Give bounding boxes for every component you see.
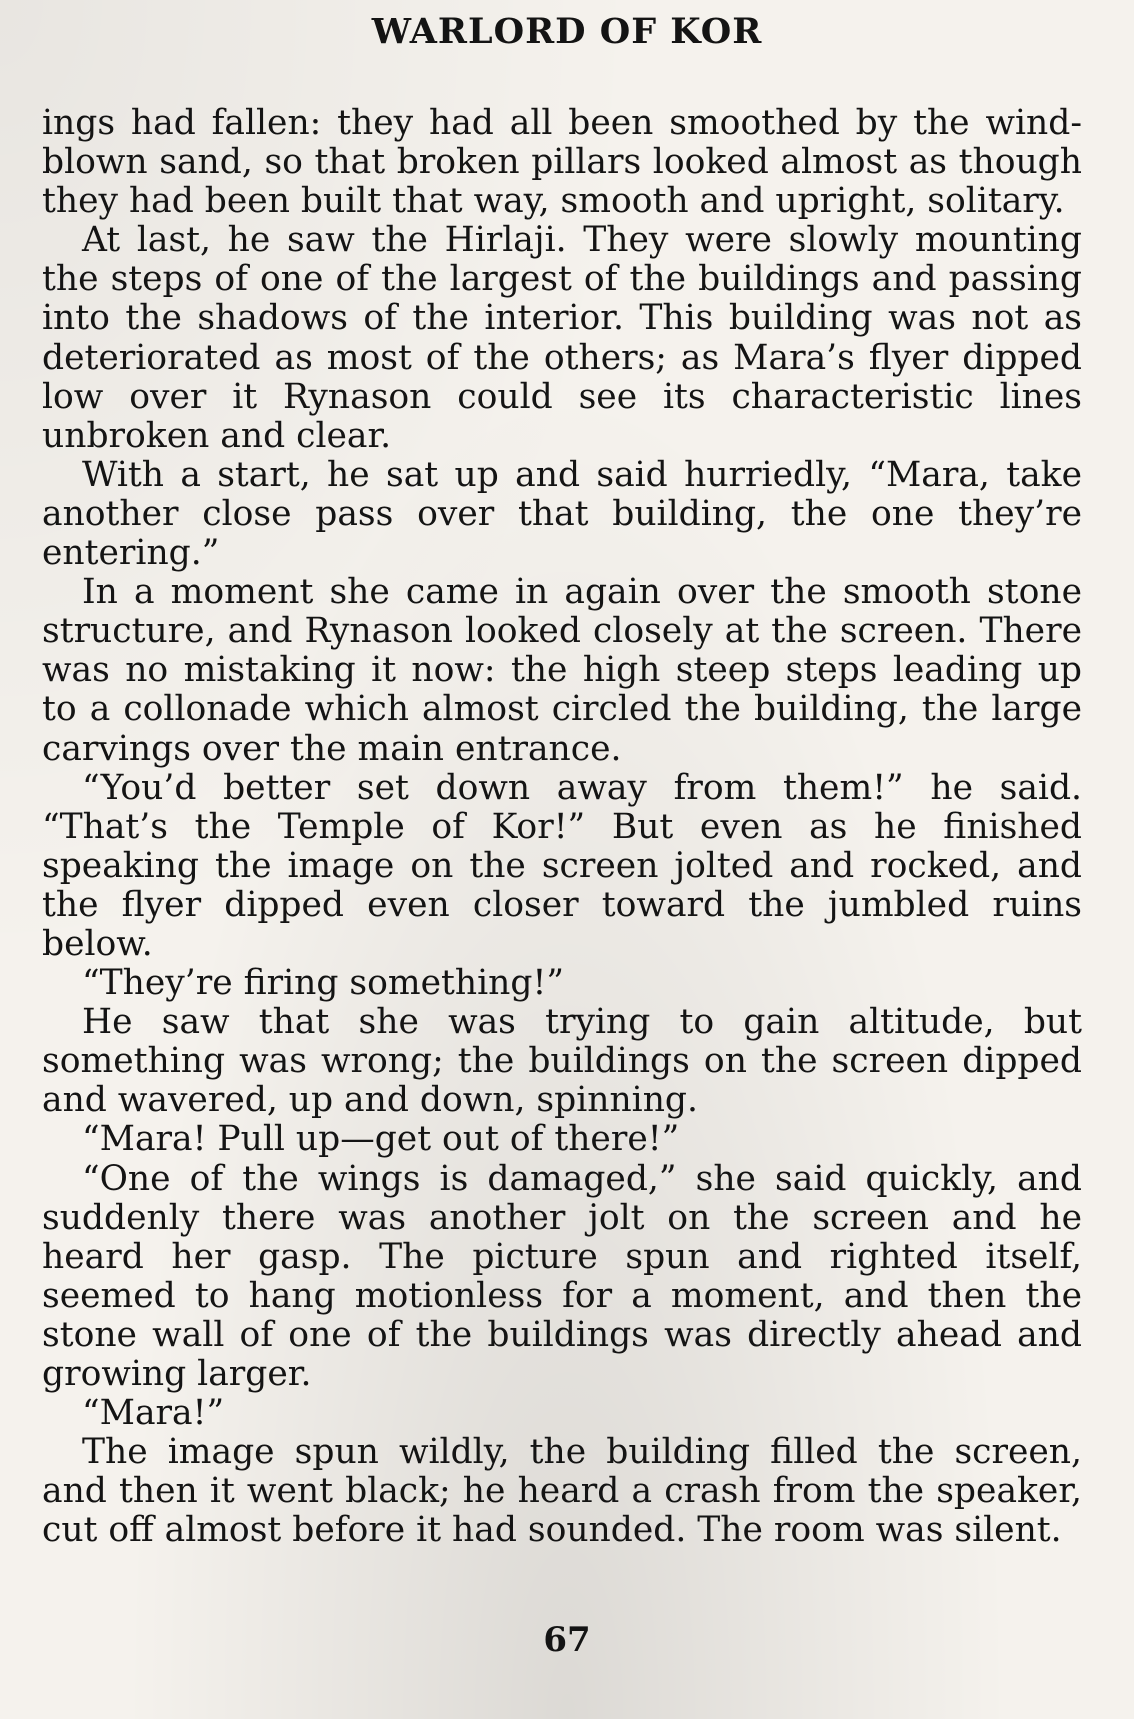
paragraph: ings had fallen: they had all been smoothed by the wind-blown sand, so that broken pillars looked almost as though they had been built that way, smooth and upright, solitary. (42, 103, 1082, 222)
paragraph: “One of the wings is damaged,” she said quickly, and suddenly there was another jolt on the screen and he heard her gasp. The picture spun and righted itself, seemed to hang motionless for a moment, and then the stone wall of one of the buildings was directly ahead and growing larger. (42, 1158, 1082, 1394)
paragraph: The image spun wildly, the building filled the screen, and then it went black; he heard a crash from the speaker, cut off almost before it had sounded. The room was silent. (42, 1432, 1082, 1551)
paragraph: “Mara! Pull up—get out of there!” (82, 1119, 680, 1160)
paragraph: “They’re firing something!” (82, 963, 564, 1004)
page-number: 67 (543, 1620, 591, 1660)
paragraph: “Mara!” (82, 1393, 225, 1434)
body-text (42, 104, 1082, 1550)
paragraph: With a start, he sat up and said hurriedly, “Mara, take another close pass over that building, the one they’re entering.” (42, 454, 1082, 574)
running-head: WARLORD OF KOR (371, 11, 763, 52)
paragraph: “You’d better set down away from them!” he said. “That’s the Temple of Kor!” But even as he finished speaking the image on the screen jolted and rocked, and the flyer dipped even closer toward the jumbled ruins below. (42, 767, 1082, 964)
paragraph: He saw that she was trying to gain altitude, but something was wrong; the buildings on the screen dipped and wavered, up and down, spinning. (42, 1002, 1082, 1121)
paragraph: At last, he saw the Hirlaji. They were slowly mounting the steps of one of the largest of the buildings and passing into the shadows of the interior. This building was not as deteriorated as most of the others; as Mara’s flyer dipped low over it Rynason could see its characteristic lines unbroken and clear. (42, 220, 1082, 456)
paragraph: In a moment she came in again over the smooth stone structure, and Rynason looked closely at the screen. There was no mistaking it now: the high steep steps leading up to a collonade which almost circled the building, the large carvings over the main entrance. (42, 572, 1082, 769)
